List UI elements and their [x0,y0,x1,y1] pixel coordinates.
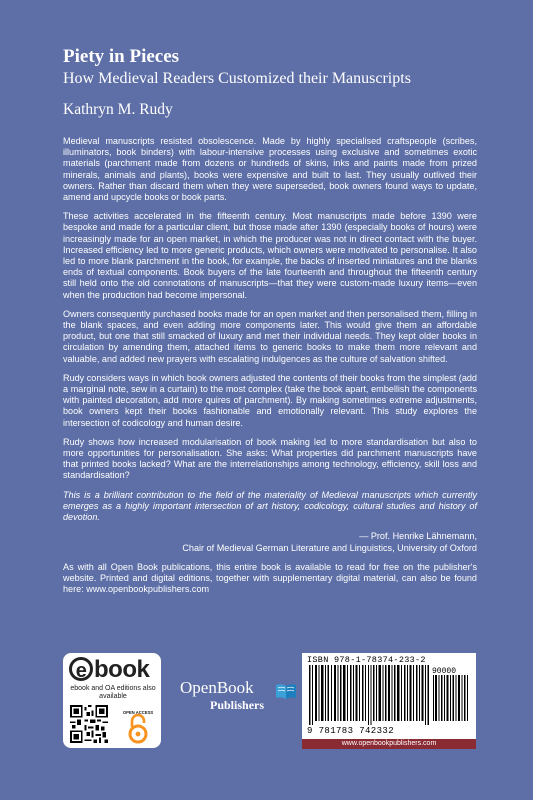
publisher-logo [180,678,300,726]
barcode-digits: 9 781783 742332 [307,726,395,736]
endorsement-affiliation: Chair of Medieval German Literature and Linguistics, University of Oxford [182,542,477,553]
blurb-paragraph: Rudy considers ways in which book owners adjusted the contents of their books from the simplest (add a marginal note, sew in a curtain) to the most complex (take the book apart, embellish the components with painted decoration, add more quires of parchment). By making sometimes extreme adjustments, book owners kept their books fashionable and emotionally relevant. This study explores the intersection of codicology and human desire. [63,372,477,428]
oa-label: OPEN ACCESS [123,710,153,715]
ebook-badge [63,653,161,748]
ebook-subtext: ebook and OA editions also available [70,685,156,700]
blurb-paragraph: Medieval manuscripts resisted obsolescence. Made by highly specialised craftspeople (scribes, illuminators, book binders) with labour-intensive processes using exclusive and sometimes exotic materials (parchment made from dozens or hundreds of skins, inks and paints made from prized minerals, animals and plants), books were expensive and built to last. They usually outlived their owners. Rather than discard them when they were superseded, book owners found ways to update, amend and upcycle books or book parts. [63,136,477,203]
endorsement-author: — Prof. Henrike Lähnemann, [359,531,477,542]
book-author: Kathryn M. Rudy [63,101,173,118]
ebook-logo-text: book [94,656,150,683]
qr-code-icon [70,705,108,743]
publisher-subname: Publishers [210,698,265,712]
barcode-panel [302,653,476,749]
open-access-note: As with all Open Book publications, this entire book is available to read for free on the publisher's website. Printed and digital editions, together with supplementary digital material, can also be found here: www.openbookpublishers.com [63,561,477,595]
price-code: 90000 [432,667,457,676]
endorsement-quote: This is a brilliant contribution to the field of the materiality of Medieval manuscripts which currently emerges as a highly important intersection of art history, codicology, cultural studies and history of devotion. [63,489,477,523]
ebook-e-icon: e [69,657,93,681]
book-subtitle: How Medieval Readers Customized their Manuscripts [63,70,411,87]
blurb-paragraph: Rudy shows how increased modularisation of book making led to more standardisation but also to more opportunities for personalisation. She asks: What properties did parchment manuscripts have that printed books lacked? What are the interrelationships among technology, efficiency, skill loss and standardisation? [63,436,477,481]
blurb-paragraph: These activities accelerated in the fifteenth century. Most manuscripts made before 1390 were bespoke and made for a particular client, but those made after 1390 (especially books of hours) were increasingly made for an open market, in which the producer was not in direct contact with the buyer. Increased efficiency led to more generic products, which owners were motivated to personalise. It also led to more blank parchment in the book, for example, the backs of inserted miniatures and the blanks ends of textual components. Book buyers of the late fourteenth and throughout the fifteenth century still held onto the old connotations of manuscripts—that they were custom-made luxury items—even when the production had become impersonal. [63,211,477,300]
blurb [63,136,477,603]
endorsement-attribution [63,531,477,553]
ebook-logo [69,656,149,684]
open-book-icon [275,682,297,700]
publisher-name: OpenBook [180,678,254,697]
blurb-paragraph: Owners consequently purchased books made for an open market and then personalised them, filling in the blank spaces, and even adding more components later. This would give them an affordable product, but one that still smacked of luxury and met their individual needs. They kept older books in circulation by amending them, attached items to generic books to make them more relevant and valuable, and added new prayers with escalating indulgences as the culture of salvation shifted. [63,308,477,364]
publisher-url: www.openbookpublishers.com [302,739,476,749]
book-title: Piety in Pieces [63,46,180,67]
open-access-icon [123,708,153,744]
isbn-text: ISBN 978-1-78374-233-2 [307,655,426,665]
